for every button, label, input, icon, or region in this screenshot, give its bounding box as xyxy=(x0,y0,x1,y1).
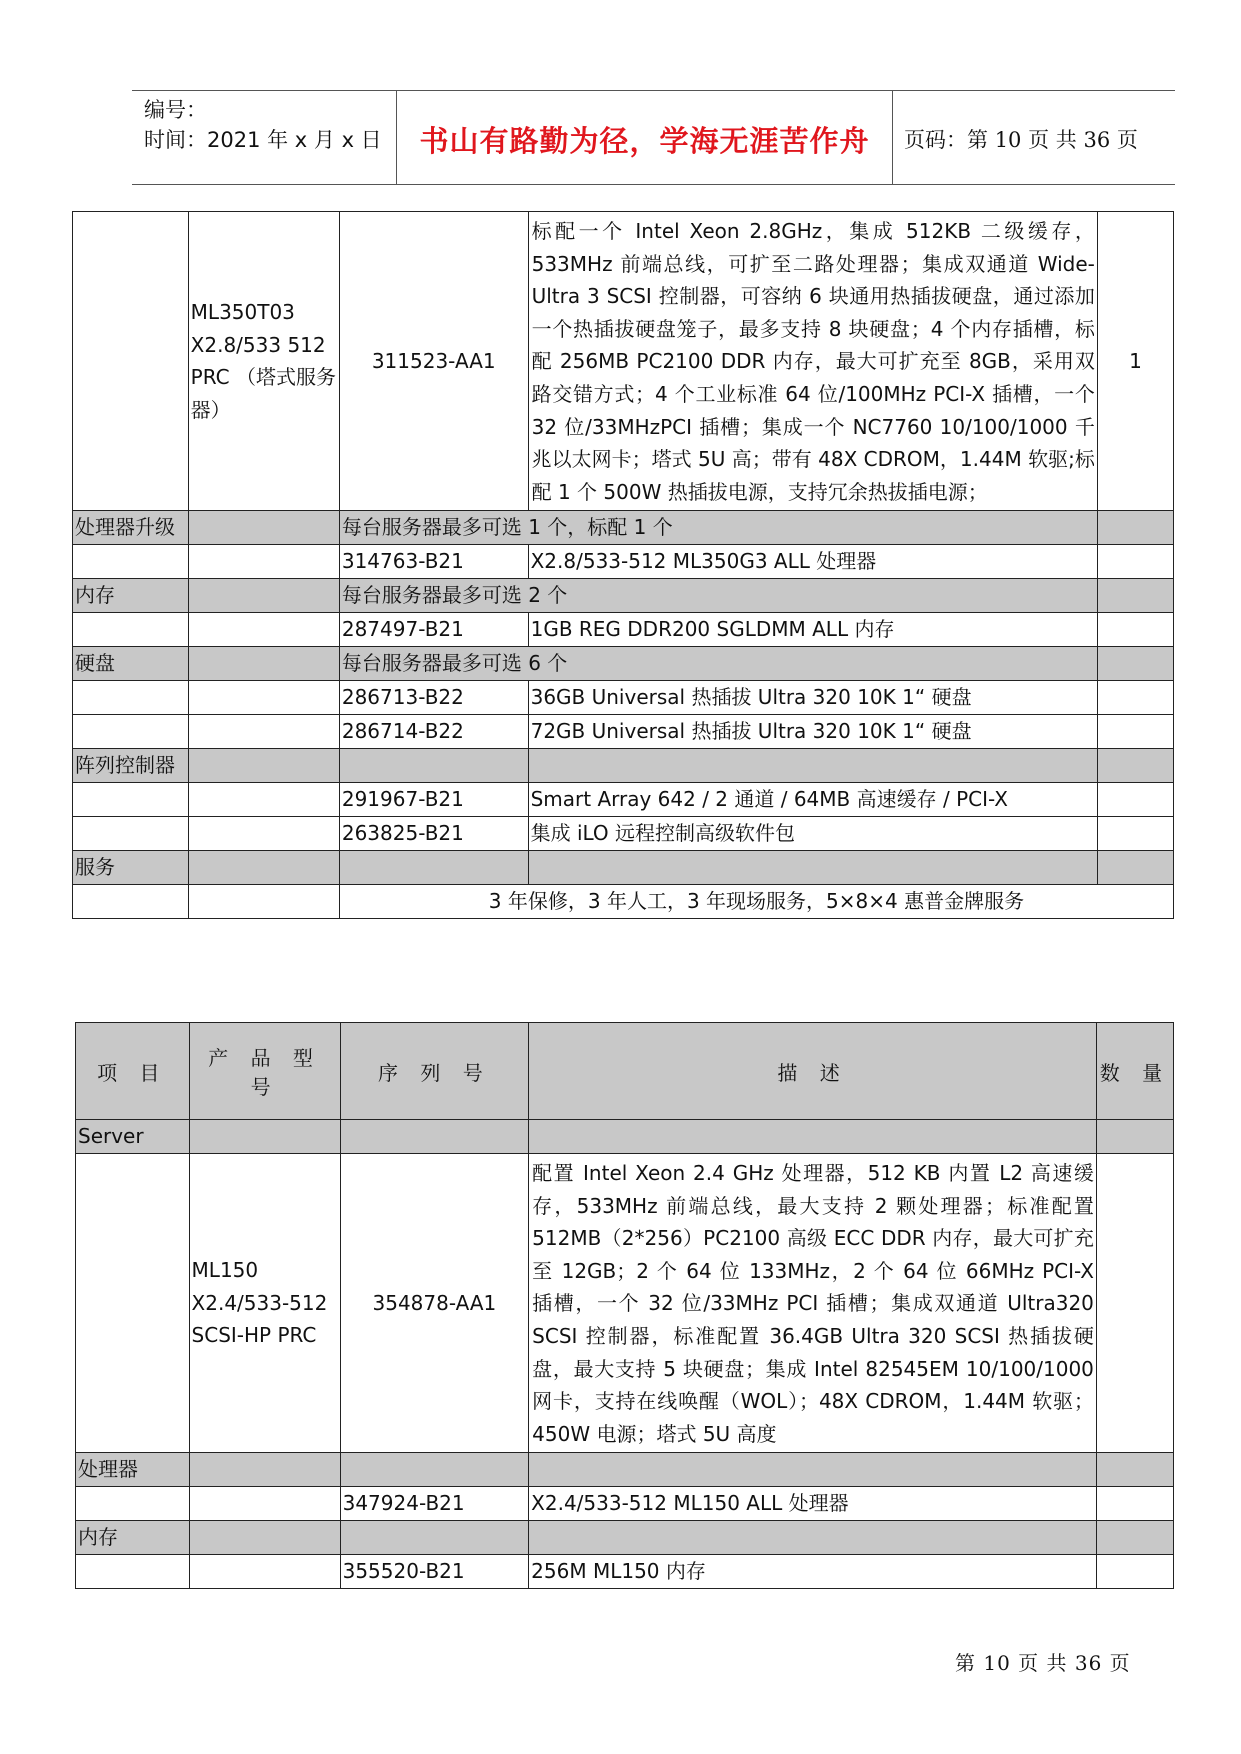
category-label: Server xyxy=(76,1120,190,1154)
part-number: 355520-B21 xyxy=(340,1555,529,1589)
configuration-table-ml350 xyxy=(72,211,1174,919)
category-label: 服务 xyxy=(73,851,189,885)
product-model: ML350T03 X2.8/533 512 PRC （塔式服务器） xyxy=(188,212,339,511)
category-label: 阵列控制器 xyxy=(73,749,189,783)
category-label: 处理器升级 xyxy=(73,511,189,545)
item-description: Smart Array 642 / 2 通道 / 64MB 高速缓存 / PCI-X xyxy=(528,783,1097,817)
table-row xyxy=(73,681,1174,715)
part-number: 286713-B22 xyxy=(339,681,528,715)
table-row xyxy=(73,885,1174,919)
table-header-row xyxy=(76,1023,1174,1120)
part-number: 263825-B21 xyxy=(339,817,528,851)
part-number: 286714-B22 xyxy=(339,715,528,749)
table-row xyxy=(73,817,1174,851)
part-number: 287497-B21 xyxy=(339,613,528,647)
table-row xyxy=(76,1555,1174,1589)
part-number: 291967-B21 xyxy=(339,783,528,817)
item-description: 1GB REG DDR200 SGLDMM ALL 内存 xyxy=(528,613,1097,647)
service-description: 3 年保修，3 年人工，3 年现场服务，5×8×4 惠普金牌服务 xyxy=(339,885,1173,919)
header-meta xyxy=(144,95,394,155)
table-row xyxy=(73,545,1174,579)
item-description: 36GB Universal 热插拔 Ultra 320 10K 1“ 硬盘 xyxy=(528,681,1097,715)
header-page-indicator: 页码：第 10 页 共 36 页 xyxy=(904,128,1138,152)
category-note: 每台服务器最多可选 1 个，标配 1 个 xyxy=(339,511,1097,545)
category-label: 硬盘 xyxy=(73,647,189,681)
item-description: X2.4/533-512 ML150 ALL 处理器 xyxy=(529,1487,1097,1521)
header-page-current: 10 xyxy=(994,128,1022,152)
header-divider xyxy=(892,91,893,184)
part-number: 354878-AA1 xyxy=(340,1154,529,1453)
product-description: 配置 Intel Xeon 2.4 GHz 处理器，512 KB 内置 L2 高速缓存，533MHz 前端总线，最大支持 2 颗处理器；标准配置 512MB（2*256）PC2100 高级 ECC DDR 内存，最大可扩充至 12GB；2 个 64 位 133MHz，2 个 64 位 66MHz PCI-X 插槽，一个 32 位/33MHz PCI 插槽；集成双通道 Ultra320 SCSI 控制器，标准配置 36.4GB Ultra 320 SCSI 热插拔硬盘，最大支持 5 块硬盘；集成 Intel 82545EM 10/100/1000 网卡，支持在线唤醒（WOL）；48X CDROM，1.44M 软驱；450W 电源；塔式 5U 高度 xyxy=(529,1154,1097,1453)
column-header: 数 量 xyxy=(1096,1023,1173,1120)
document-number-label: 编号： xyxy=(144,98,207,122)
column-header: 项 目 xyxy=(76,1023,190,1120)
item-description: 集成 iLO 远程控制高级软件包 xyxy=(528,817,1097,851)
quantity: 1 xyxy=(1097,212,1173,511)
item-description: 256M ML150 内存 xyxy=(529,1555,1097,1589)
table-row xyxy=(73,579,1174,613)
table-row xyxy=(76,1120,1174,1154)
column-header: 序 列 号 xyxy=(340,1023,529,1120)
page-header xyxy=(132,90,1175,185)
table-row xyxy=(73,647,1174,681)
header-page-total: 36 xyxy=(1083,128,1111,152)
table-row xyxy=(76,1521,1174,1555)
table-row xyxy=(73,715,1174,749)
document-time: 时间：2021 年 x 月 x 日 xyxy=(144,128,382,152)
table-row xyxy=(73,613,1174,647)
table-row xyxy=(73,511,1174,545)
table-row xyxy=(73,212,1174,511)
item-description: 72GB Universal 热插拔 Ultra 320 10K 1“ 硬盘 xyxy=(528,715,1097,749)
column-header: 产 品 型 号 xyxy=(189,1023,340,1120)
table-row xyxy=(76,1154,1174,1453)
category-note: 每台服务器最多可选 2 个 xyxy=(339,579,1097,613)
product-description: 标配一个 Intel Xeon 2.8GHz，集成 512KB 二级缓存，533MHz 前端总线，可扩至二路处理器；集成双通道 Wide-Ultra 3 SCSI 控制器，可容纳 6 块通用热插拔硬盘，通过添加一个热插拔硬盘笼子，最多支持 8 块硬盘；4 个内存插槽，标配 256MB PC2100 DDR 内存，最大可扩充至 8GB，采用双路交错方式；4 个工业标准 64 位/100MHz PCI-X 插槽，一个 32 位/33MHzPCI 插槽；集成一个 NC7760 10/100/1000 千兆以太网卡；塔式 5U 高；带有 48X CDROM，1.44M 软驱;标配 1 个 500W 热插拔电源，支持冗余热拔插电源； xyxy=(528,212,1097,511)
table-row xyxy=(73,851,1174,885)
part-number: 314763-B21 xyxy=(339,545,528,579)
header-motto: 书山有路勤为径，学海无涯苦作舟 xyxy=(419,124,870,158)
table-row xyxy=(73,749,1174,783)
table-row xyxy=(73,783,1174,817)
category-label: 内存 xyxy=(76,1521,190,1555)
item-description: X2.8/533-512 ML350G3 ALL 处理器 xyxy=(528,545,1097,579)
product-model: ML150 X2.4/533-512 SCSI-HP PRC xyxy=(189,1154,340,1453)
part-number: 347924-B21 xyxy=(340,1487,529,1521)
category-label: 处理器 xyxy=(76,1453,190,1487)
configuration-table-ml150 xyxy=(75,1022,1174,1589)
category-note: 每台服务器最多可选 6 个 xyxy=(339,647,1097,681)
column-header: 描 述 xyxy=(529,1023,1097,1120)
page-footer: 第 10 页 共 36 页 xyxy=(955,1651,1131,1675)
table-row xyxy=(76,1487,1174,1521)
table-row xyxy=(76,1453,1174,1487)
category-label: 内存 xyxy=(73,579,189,613)
part-number: 311523-AA1 xyxy=(339,212,528,511)
